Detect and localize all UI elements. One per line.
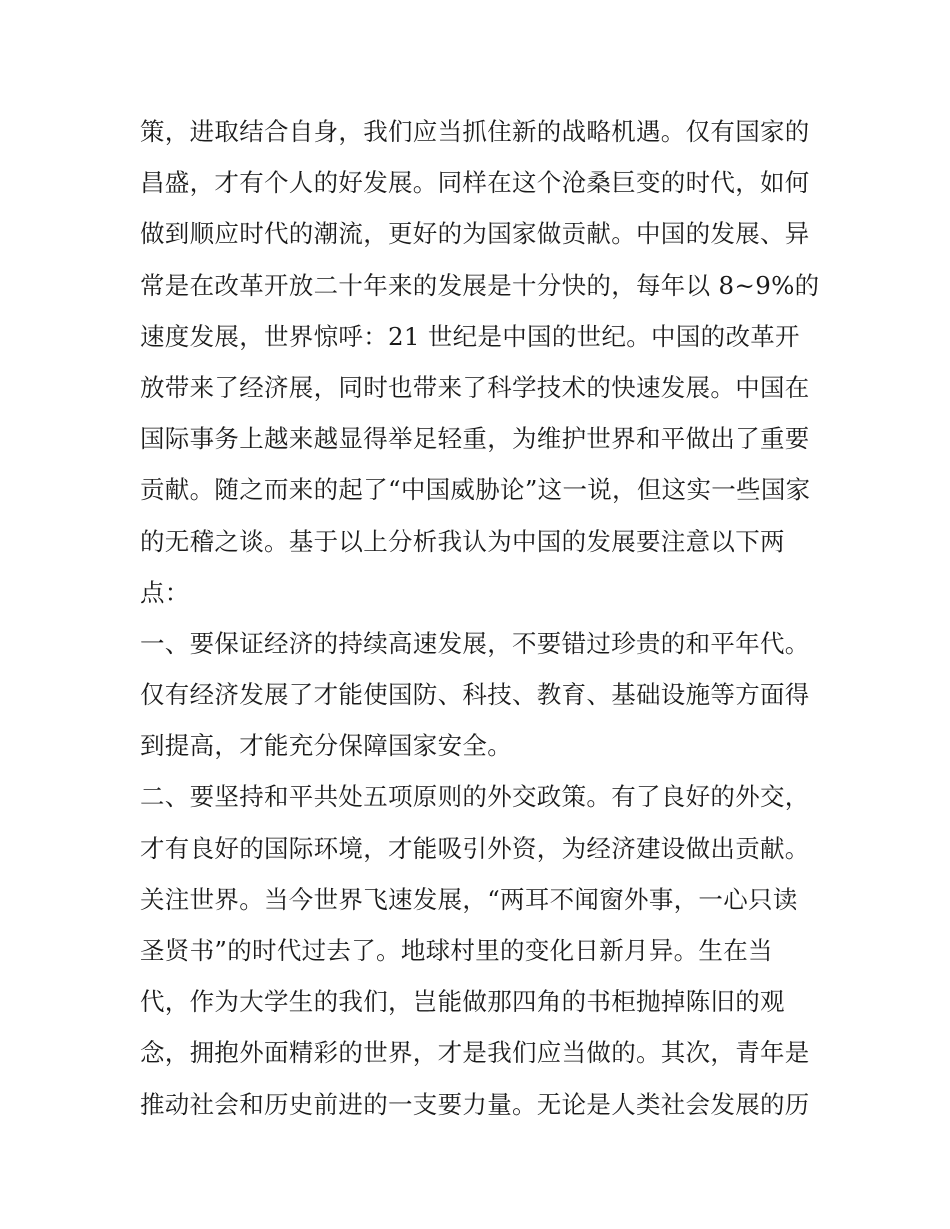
text-line: 策，进取结合自身，我们应当抓住新的战略机遇。仅有国家的 (140, 117, 810, 146)
text-line: 到提高，才能充分保障国家安全。 (140, 731, 512, 761)
text-line: 点： (140, 577, 190, 607)
body-text (140, 106, 820, 1130)
text-line: 仅有经济发展了才能使国防、科技、教育、基础设施等方面得 (140, 680, 810, 710)
text-line: 放带来了经济展，同时也带来了科学技术的快速发展。中国在 (140, 372, 810, 402)
text-line: 念，拥抱外面精彩的世界，才是我们应当做的。其次，青年是 (140, 1038, 810, 1068)
text-line: 速度发展，世界惊呼：21 世纪是中国的世纪。中国的改革开 (140, 321, 800, 351)
text-line: 昌盛，才有个人的好发展。同样在这个沧桑巨变的时代，如何 (140, 168, 810, 198)
text-line: 一、要保证经济的持续高速发展，不要错过珍贵的和平年代。 (140, 628, 810, 658)
text-line: 二、要坚持和平共处五项原则的外交政策。有了良好的外交， (140, 782, 810, 812)
text-line: 代，作为大学生的我们，岂能做那四角的书柜抛掉陈旧的观 (140, 987, 785, 1017)
text-line: 才有良好的国际环境，才能吸引外资，为经济建设做出贡献。 (140, 833, 810, 863)
text-line: 圣贤书”的时代过去了。地球村里的变化日新月异。生在当 (140, 936, 773, 965)
text-line: 做到顺应时代的潮流，更好的为国家做贡献。中国的发展、异 (140, 219, 810, 249)
text-line: 关注世界。当今世界飞速发展，“两耳不闻窗外事，一心只读 (140, 884, 798, 914)
text-line: 国际事务上越来越显得举足轻重，为维护世界和平做出了重要 (140, 424, 810, 454)
text-line: 贡献。随之而来的起了“中国威胁论”这一说，但这实一些国家 (140, 475, 811, 505)
text-line: 的无稽之谈。基于以上分析我认为中国的发展要注意以下两 (140, 526, 785, 556)
text-line: 推动社会和历史前进的一支要力量。无论是人类社会发展的历 (140, 1089, 810, 1119)
text-line: 常是在改革开放二十年来的发展是十分快的，每年以 8~9%的 (140, 270, 820, 300)
